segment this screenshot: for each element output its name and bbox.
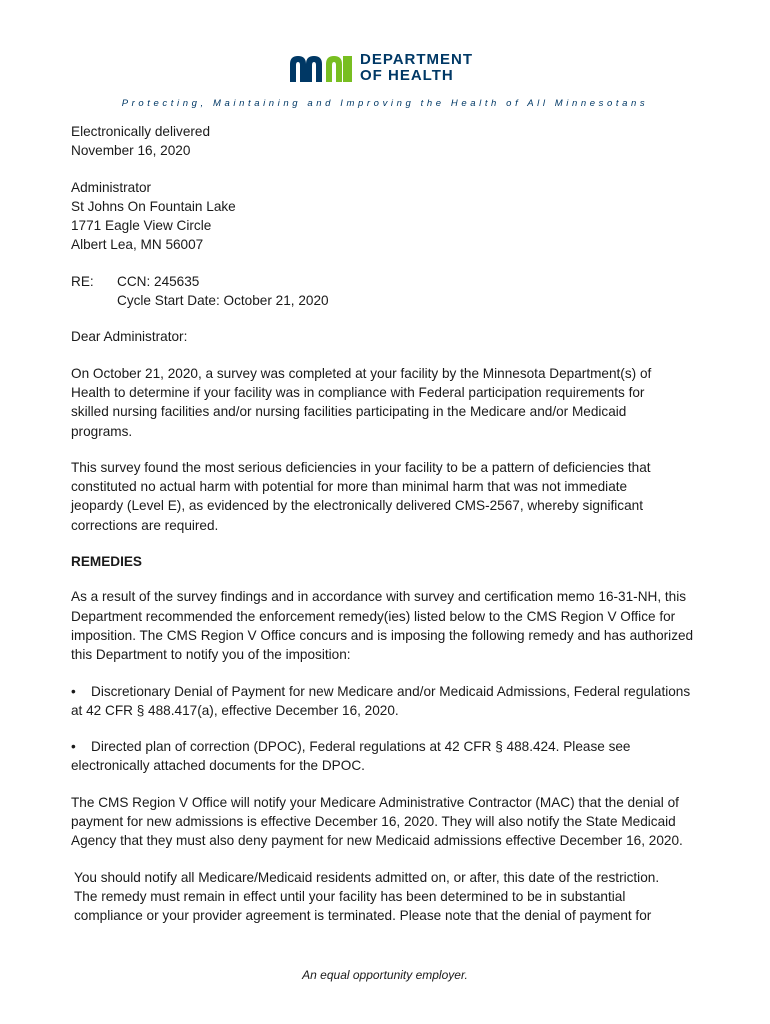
paragraph-line: compliance or your provider agreement is terminated. Please note that the denial of payment for [74,908,652,924]
address-line: 1771 Eagle View Circle [71,218,212,234]
logo-line1: DEPARTMENT [360,51,474,68]
paragraph-line: skilled nursing facilities and/or nursing facilities participating in the Medicare and/or Medicaid [71,404,627,420]
bullet-text: Directed plan of correction (DPOC), Federal regulations at 42 CFR § 488.424. Please see [91,739,631,755]
bullet-denial-of-payment [71,682,711,721]
ccn-line: CCN: 245635 [117,273,200,289]
salutation: Dear Administrator: [71,329,188,345]
recipient-address [71,178,711,255]
re-block [71,272,711,311]
bullet-icon: • [71,739,76,755]
paragraph-survey [71,364,711,441]
bullet-icon: • [71,683,76,699]
remedies-heading: REMEDIES [71,554,143,570]
paragraph-line: The CMS Region V Office will notify your Medicare Administrative Contractor (MAC) that the denial of [71,794,679,810]
letter-body [71,122,711,943]
footer-equal-opportunity: An equal opportunity employer. [302,968,468,982]
bullet-text: Discretionary Denial of Payment for new Medicare and/or Medicaid Admissions, Federal regulations [91,683,691,699]
bullet-text: electronically attached documents for the DPOC. [71,758,365,774]
paragraph-resident-notice [74,868,711,926]
logo-line2: OF HEALTH [360,67,454,84]
address-line: Administrator [71,179,152,195]
paragraph-line: On October 21, 2020, a survey was completed at your facility by the Minnesota Department(s) of [71,365,652,381]
letter-date: November 16, 2020 [71,143,191,159]
paragraph-deficiencies [71,458,711,535]
paragraph-mac-notice [71,793,711,851]
paragraph-line: As a result of the survey findings and in accordance with survey and certification memo 16-31-NH, this [71,589,687,605]
paragraph-line: Health to determine if your facility was in compliance with Federal participation requirements for [71,384,645,400]
paragraph-line: constituted no actual harm with potential for more than minimal harm that was not immediate [71,479,628,495]
bullet-text: at 42 CFR § 488.417(a), effective December 16, 2020. [71,702,399,718]
mdh-logo [288,52,488,86]
tagline: Protecting, Maintaining and Improving the Health of All Minnesotans [121,98,649,109]
paragraph-remedies [71,587,711,664]
paragraph-line: payment for new admissions is effective December 16, 2020. They will also notify the State Medicaid [71,814,676,830]
address-line: Albert Lea, MN 56007 [71,237,204,253]
delivery-block [71,122,711,161]
delivery-method: Electronically delivered [71,124,211,139]
address-line: St Johns On Fountain Lake [71,198,236,214]
paragraph-line: jeopardy (Level E), as evidenced by the electronically delivered CMS-2567, whereby significant [71,498,643,514]
paragraph-line: this Department to notify you of the imposition: [71,647,351,663]
paragraph-line: The remedy must remain in effect until your facility has been determined to be in substantial [74,888,626,904]
bullet-dpoc [71,737,711,776]
paragraph-line: imposition. The CMS Region V Office concurs and is imposing the following remedy and has authorized [71,627,694,643]
department-name [360,52,473,84]
paragraph-line: You should notify all Medicare/Medicaid residents admitted on, or after, this date of the restriction. [74,869,660,885]
cycle-start-line: Cycle Start Date: October 21, 2020 [117,293,329,309]
mn-logo-icon [288,52,354,84]
paragraph-line: This survey found the most serious deficiencies in your facility to be a pattern of deficiencies that [71,459,651,475]
paragraph-line: Agency that they must also deny payment for new Medicaid admissions effective December 16, 2020. [71,833,683,849]
paragraph-line: programs. [71,423,133,439]
re-label: RE: [71,273,94,289]
paragraph-line: corrections are required. [71,517,219,533]
paragraph-line: Department recommended the enforcement remedy(ies) listed below to the CMS Region V Office for [71,608,676,624]
